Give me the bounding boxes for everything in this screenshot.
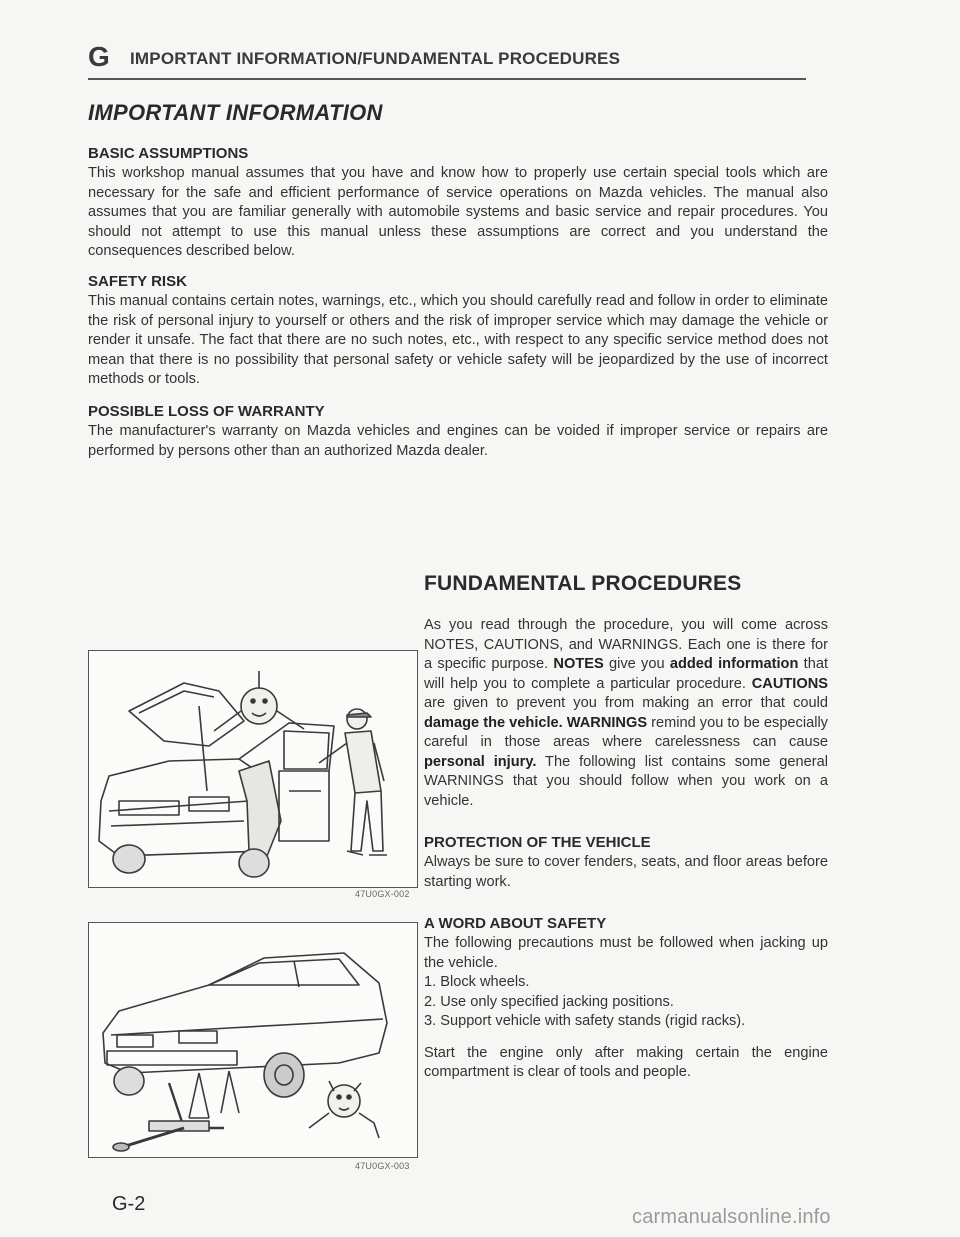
warranty-section <box>88 402 828 461</box>
safety-list-item: 1. Block wheels. <box>424 974 530 990</box>
safety-list <box>424 973 828 1032</box>
fundamental-intro <box>424 616 828 811</box>
safety-risk-heading: SAFETY RISK <box>88 273 187 290</box>
basic-assumptions-section <box>88 144 828 262</box>
safety-word-section <box>424 914 828 1083</box>
safety-closing-text: Start the engine only after making certain the engine compartment is clear of tools and people. <box>424 1044 828 1080</box>
safety-list-item: 3. Support vehicle with safety stands (rigid racks). <box>424 1013 746 1029</box>
figure-car-hood-open <box>88 650 418 899</box>
car-jack-illustration <box>89 923 417 1157</box>
safety-risk-text: This manual contains certain notes, warnings, etc., which you should carefully read and follow in order to eliminate the risk of personal injury to yourself or others and the risk of improper service which may damage the vehicle or render it unsafe. The fact that there are no such notes, etc., with respect to any specific service method does not mean that there is no possibility that personal safety or vehicle safety will be jeopardized by the use of incorrect methods or tools. <box>88 293 828 387</box>
warranty-text: The manufacturer's warranty on Mazda vehicles and engines can be voided if improper service or repairs are performed by persons other than an authorized Mazda dealer. <box>88 423 828 459</box>
main-title: IMPORTANT INFORMATION <box>88 100 383 125</box>
safety-word-text: The following precautions must be followed when jacking up the vehicle. <box>424 935 828 971</box>
figure-car-jacking <box>88 922 418 1171</box>
basic-assumptions-text: This workshop manual assumes that you have and know how to properly use certain special tools which are necessary for the safe and efficient performance of service operations on Mazda vehicles. The manual also assumes that you are familiar generally with automobile systems and basic service and repair procedures. You should not attempt to use this manual unless these assumptions are correct and you understand the consequences described below. <box>88 165 828 259</box>
protection-text: Always be sure to cover fenders, seats, and floor areas before starting work. <box>424 854 828 890</box>
page-number: G-2 <box>112 1193 146 1215</box>
figure-2-caption: 47U0GX-003 <box>355 1161 410 1171</box>
page-header <box>88 42 806 80</box>
warranty-heading: POSSIBLE LOSS OF WARRANTY <box>88 403 325 420</box>
figure-1-caption: 47U0GX-002 <box>355 889 410 899</box>
protection-section <box>424 833 828 892</box>
safety-list-item: 2. Use only specified jacking positions. <box>424 993 674 1010</box>
watermark: carmanualsonline.info <box>632 1206 831 1228</box>
header-title: IMPORTANT INFORMATION/FUNDAMENTAL PROCEDURES <box>130 49 621 68</box>
fundamental-title: FUNDAMENTAL PROCEDURES <box>424 572 742 595</box>
car-hood-illustration <box>89 651 417 887</box>
basic-assumptions-heading: BASIC ASSUMPTIONS <box>88 145 249 162</box>
fundamental-intro-text: As you read through the procedure, you will come across NOTES, CAUTIONS, and WARNINGS. Each one is there for a specific purpose. NOTES give you added information that will help you to complete a particular procedure. CAUTIONS are given to prevent you from making an error that could damage the vehicle. WARNINGS remind you to be especially careful in those areas where carelessness can cause personal injury. The following list contains some general WARNINGS that you should follow when you work on a vehicle. <box>424 617 828 809</box>
section-letter: G <box>88 41 110 72</box>
safety-word-heading: A WORD ABOUT SAFETY <box>424 915 607 932</box>
safety-risk-section <box>88 272 828 390</box>
protection-heading: PROTECTION OF THE VEHICLE <box>424 834 651 851</box>
